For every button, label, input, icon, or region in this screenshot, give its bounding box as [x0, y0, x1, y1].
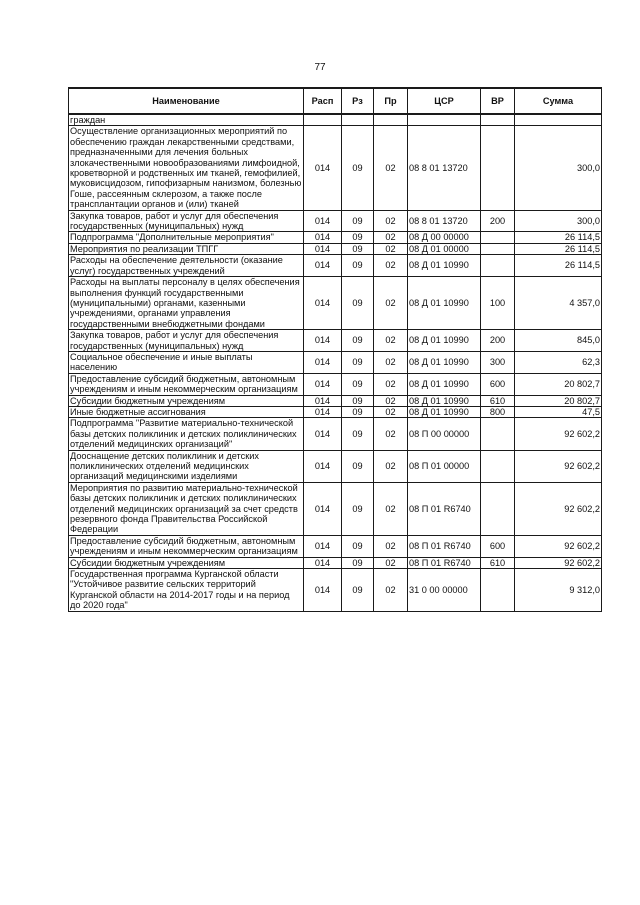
cell-name: Дооснащение детских поликлиник и детских поликлинических отделений медицинских организаций медицинскими изделиями	[69, 450, 304, 482]
cell-rz: 09	[342, 255, 374, 277]
header-row	[69, 88, 602, 114]
continuation-row	[69, 114, 602, 126]
header-sum: Сумма	[515, 88, 602, 114]
cell-sum: 92 602,2	[515, 482, 602, 535]
cell-sum: 4 357,0	[515, 277, 602, 330]
cell-vr	[481, 255, 515, 277]
table-row	[69, 450, 602, 482]
table-header	[69, 88, 602, 114]
table-row	[69, 373, 602, 395]
table-row	[69, 330, 602, 352]
cell-name: Мероприятия по реализации ТПГГ	[69, 243, 304, 254]
cell-sum: 845,0	[515, 330, 602, 352]
cell-rasp: 014	[304, 210, 342, 232]
table-row	[69, 557, 602, 568]
cell-rasp: 014	[304, 482, 342, 535]
cell-sum: 92 602,2	[515, 450, 602, 482]
cell-pr: 02	[374, 418, 408, 450]
cell-csr: 08 8 01 13720	[408, 126, 481, 210]
cell-rz: 09	[342, 126, 374, 210]
cell-rz: 09	[342, 395, 374, 406]
cell-empty	[374, 114, 408, 126]
cell-name: Закупка товаров, работ и услуг для обеспечения государственных (муниципальных) нужд	[69, 210, 304, 232]
continuation-text: граждан	[69, 114, 304, 126]
cell-vr	[481, 450, 515, 482]
cell-empty	[481, 114, 515, 126]
cell-vr: 100	[481, 277, 515, 330]
cell-name: Субсидии бюджетным учреждениям	[69, 395, 304, 406]
cell-pr: 02	[374, 373, 408, 395]
cell-pr: 02	[374, 255, 408, 277]
page-number: 77	[314, 62, 326, 73]
table-row	[69, 569, 602, 612]
cell-pr: 02	[374, 395, 408, 406]
cell-name: Иные бюджетные ассигнования	[69, 406, 304, 417]
cell-rasp: 014	[304, 255, 342, 277]
cell-rz: 09	[342, 557, 374, 568]
table-row	[69, 243, 602, 254]
cell-sum: 92 602,2	[515, 535, 602, 557]
cell-empty	[342, 114, 374, 126]
cell-rz: 09	[342, 210, 374, 232]
cell-sum: 47,5	[515, 406, 602, 417]
cell-rasp: 014	[304, 557, 342, 568]
cell-csr: 08 Д 01 10990	[408, 277, 481, 330]
cell-pr: 02	[374, 232, 408, 243]
cell-rz: 09	[342, 373, 374, 395]
table-body	[69, 114, 602, 611]
cell-name: Подпрограмма "Развитие материально-технической базы детских поликлиник и детских поликлинических отделений медицинских организаций"	[69, 418, 304, 450]
cell-rasp: 014	[304, 569, 342, 612]
cell-sum: 20 802,7	[515, 395, 602, 406]
cell-rz: 09	[342, 406, 374, 417]
header-csr: ЦСР	[408, 88, 481, 114]
cell-name: Социальное обеспечение и иные выплаты населению	[69, 351, 304, 373]
cell-pr: 02	[374, 450, 408, 482]
table-row	[69, 351, 602, 373]
cell-pr: 02	[374, 277, 408, 330]
table-row	[69, 277, 602, 330]
cell-name: Субсидии бюджетным учреждениям	[69, 557, 304, 568]
cell-csr: 08 Д 01 10990	[408, 395, 481, 406]
cell-sum: 26 114,5	[515, 232, 602, 243]
cell-vr: 600	[481, 373, 515, 395]
cell-csr: 08 Д 01 10990	[408, 255, 481, 277]
header-pr: Пр	[374, 88, 408, 114]
cell-empty	[515, 114, 602, 126]
cell-csr: 08 П 00 00000	[408, 418, 481, 450]
cell-csr: 08 Д 01 00000	[408, 243, 481, 254]
table-row	[69, 482, 602, 535]
cell-rasp: 014	[304, 450, 342, 482]
cell-vr	[481, 418, 515, 450]
cell-rasp: 014	[304, 535, 342, 557]
cell-vr: 200	[481, 330, 515, 352]
header-vr: ВР	[481, 88, 515, 114]
cell-vr: 800	[481, 406, 515, 417]
cell-sum: 20 802,7	[515, 373, 602, 395]
cell-name: Мероприятия по развитию материально-технической базы детских поликлиник и детских поликлинических отделений медицинских организаций за счет средств резервного фонда Правительства Российской Федерации	[69, 482, 304, 535]
header-rasp: Расп	[304, 88, 342, 114]
cell-rasp: 014	[304, 351, 342, 373]
cell-pr: 02	[374, 535, 408, 557]
table-row	[69, 535, 602, 557]
cell-rasp: 014	[304, 232, 342, 243]
cell-rasp: 014	[304, 330, 342, 352]
cell-vr	[481, 232, 515, 243]
cell-sum: 9 312,0	[515, 569, 602, 612]
cell-name: Осуществление организационных мероприятий по обеспечению граждан лекарственными средствами, предназначенными для лечения больных злокачественными новообразованиями лимфоидной, кроветворной и родственных им тканей, гемофилией, муковисцидозом, гипофизарным нанизмом, болезнью Гоше, рассеянным склерозом, а также после трансплантации органов и (или) тканей	[69, 126, 304, 210]
cell-rz: 09	[342, 418, 374, 450]
cell-rz: 09	[342, 482, 374, 535]
cell-csr: 08 8 01 13720	[408, 210, 481, 232]
cell-csr: 08 П 01 R6740	[408, 535, 481, 557]
cell-rasp: 014	[304, 418, 342, 450]
cell-sum: 300,0	[515, 126, 602, 210]
cell-rz: 09	[342, 277, 374, 330]
cell-pr: 02	[374, 482, 408, 535]
cell-vr: 200	[481, 210, 515, 232]
cell-rz: 09	[342, 243, 374, 254]
cell-pr: 02	[374, 243, 408, 254]
cell-csr: 08 Д 01 10990	[408, 406, 481, 417]
cell-name: Закупка товаров, работ и услуг для обеспечения государственных (муниципальных) нужд	[69, 330, 304, 352]
cell-pr: 02	[374, 557, 408, 568]
cell-sum: 26 114,5	[515, 255, 602, 277]
cell-csr: 08 Д 01 10990	[408, 373, 481, 395]
cell-pr: 02	[374, 569, 408, 612]
cell-rasp: 014	[304, 406, 342, 417]
cell-sum: 92 602,2	[515, 557, 602, 568]
cell-pr: 02	[374, 351, 408, 373]
cell-name: Расходы на выплаты персоналу в целях обеспечения выполнения функций государственными (муниципальными) органами, казенными учреждениями, органами управления государственными внебюджетными фондами	[69, 277, 304, 330]
table-row	[69, 255, 602, 277]
cell-empty	[304, 114, 342, 126]
table-row	[69, 418, 602, 450]
cell-vr: 610	[481, 395, 515, 406]
cell-name: Расходы на обеспечение деятельности (оказание услуг) государственных учреждений	[69, 255, 304, 277]
cell-rz: 09	[342, 330, 374, 352]
cell-rz: 09	[342, 535, 374, 557]
cell-rz: 09	[342, 351, 374, 373]
table-row	[69, 210, 602, 232]
cell-csr: 31 0 00 00000	[408, 569, 481, 612]
cell-name: Подпрограмма "Дополнительные мероприятия"	[69, 232, 304, 243]
table-row	[69, 406, 602, 417]
cell-vr	[481, 243, 515, 254]
cell-vr: 300	[481, 351, 515, 373]
table-row	[69, 232, 602, 243]
cell-pr: 02	[374, 330, 408, 352]
cell-sum: 62,3	[515, 351, 602, 373]
cell-sum: 300,0	[515, 210, 602, 232]
cell-csr: 08 Д 01 10990	[408, 330, 481, 352]
cell-rasp: 014	[304, 243, 342, 254]
cell-vr: 610	[481, 557, 515, 568]
cell-rasp: 014	[304, 126, 342, 210]
cell-vr	[481, 126, 515, 210]
cell-rasp: 014	[304, 277, 342, 330]
cell-csr: 08 Д 01 10990	[408, 351, 481, 373]
cell-vr	[481, 482, 515, 535]
cell-csr: 08 Д 00 00000	[408, 232, 481, 243]
cell-rz: 09	[342, 450, 374, 482]
cell-vr: 600	[481, 535, 515, 557]
cell-pr: 02	[374, 210, 408, 232]
cell-sum: 92 602,2	[515, 418, 602, 450]
cell-pr: 02	[374, 126, 408, 210]
cell-csr: 08 П 01 R6740	[408, 557, 481, 568]
cell-vr	[481, 569, 515, 612]
cell-rz: 09	[342, 232, 374, 243]
cell-name: Государственная программа Курганской области "Устойчивое развитие сельских территорий Курганской области на 2014-2017 годы и на период до 2020 года"	[69, 569, 304, 612]
cell-rz: 09	[342, 569, 374, 612]
cell-sum: 26 114,5	[515, 243, 602, 254]
table-row	[69, 126, 602, 210]
table-row	[69, 395, 602, 406]
cell-rasp: 014	[304, 373, 342, 395]
header-rz: Рз	[342, 88, 374, 114]
cell-name: Предоставление субсидий бюджетным, автономным учреждениям и иным некоммерческим организациям	[69, 373, 304, 395]
cell-rasp: 014	[304, 395, 342, 406]
cell-csr: 08 П 01 00000	[408, 450, 481, 482]
cell-pr: 02	[374, 406, 408, 417]
header-name: Наименование	[69, 88, 304, 114]
cell-name: Предоставление субсидий бюджетным, автономным учреждениям и иным некоммерческим организациям	[69, 535, 304, 557]
cell-csr: 08 П 01 R6740	[408, 482, 481, 535]
budget-table	[68, 87, 602, 612]
cell-empty	[408, 114, 481, 126]
